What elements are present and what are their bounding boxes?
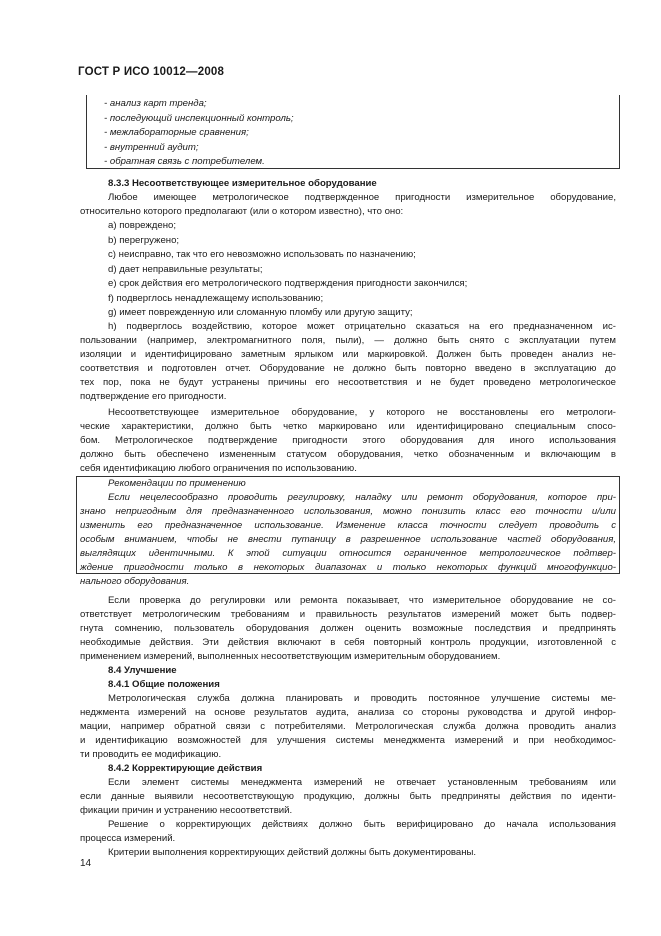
recommendation-line: изменить его предназначенное использование. Изменение класса точности следует проводить с — [80, 520, 616, 531]
paragraph-line: если данные выявили несоответствующую продукцию, должны быть предприняты действия по иденти- — [80, 791, 616, 802]
page-number: 14 — [80, 858, 92, 869]
paragraph-line: соответствия и подготовлен отчет. Оборудование не должно быть повторно введено в эксплуатацию до — [80, 363, 616, 374]
paragraph-line: изоляции и идентифицировано заметным ярлыком или маркировкой. Должен быть проведен анализ не- — [80, 349, 616, 360]
enum-item: c) неисправно, так что его невозможно использовать по назначению; — [108, 249, 416, 260]
paragraph-line: относительно которого предполагают (или о котором известно), что оно: — [80, 206, 404, 217]
enum-item: g) имеет поврежденную или сломанную пломбу или другую защиту; — [108, 307, 413, 318]
recommendation-line: выглядящих идентичными. К этой ситуации относится ограниченное метрологическое подтвер- — [80, 548, 616, 559]
paragraph-line: процесса измерений. — [80, 833, 176, 844]
section-heading-8-4-2: 8.4.2 Корректирующие действия — [108, 763, 263, 774]
paragraph-line: ответствует метрологическим требованиям и правильность результатов измерений может быть подвер- — [80, 609, 616, 620]
document-header: ГОСТ Р ИСО 10012—2008 — [78, 66, 225, 78]
paragraph-line: и идентификацию возможностей для улучшения системы менеджмента измерений и при необходимос- — [80, 735, 616, 746]
paragraph-line: Если элемент системы менеджмента измерений не отвечает установленным требованиям или — [108, 777, 616, 788]
recommendation-line: нального оборудования. — [80, 576, 190, 587]
section-heading-8-4: 8.4 Улучшение — [108, 665, 177, 676]
enum-item: d) дает неправильные результаты; — [108, 263, 263, 275]
paragraph-line: ти проводить ее модификацию. — [80, 749, 222, 760]
paragraph-line: необходимые действия. Эти действия включают в себя повторный контроль продукции, изготовленной с — [80, 637, 616, 648]
list-item: - внутренний аудит; — [104, 141, 199, 153]
paragraph-line: Метрологическая служба должна планировать и проводить постоянное улучшение системы ме- — [108, 693, 616, 704]
paragraph-line: ческие характеристики, должно быть четко маркировано или идентифицировано специальным спосо- — [80, 421, 616, 432]
paragraph-line: Несоответствующее измерительное оборудование, у которого не восстановлены его метрологи- — [108, 407, 616, 418]
paragraph-line: себя идентификацию любого ограничения по использованию. — [80, 463, 357, 474]
paragraph-line: подтверждение его пригодности. — [80, 391, 227, 402]
list-item: - анализ карт тренда; — [104, 98, 207, 109]
paragraph-line: мации, например обратной связи с потребителями. Метрологическая служба должна проводить анализ — [80, 721, 616, 732]
recommendation-line: ждение пригодности только в некоторых диапазонах и только некоторых функций многофункцио- — [80, 562, 616, 573]
recommendation-line: Если нецелесообразно проводить регулировку, наладку или ремонт оборудования, которое при- — [108, 492, 616, 503]
paragraph-line: должно быть обеспечено измененным статусом оборудования, четко обозначенным и включающим в — [80, 449, 616, 460]
enum-item: a) повреждено; — [108, 220, 177, 231]
paragraph-line: h) подверглось воздействию, которое может отрицательно сказаться на его предназначенном ис- — [108, 321, 616, 332]
paragraph-line: фикации причин и устранению несоответствий. — [80, 805, 293, 816]
paragraph-line: гнута сомнению, пользователь оборудования должен оценить возможные последствия и предпринять — [80, 623, 616, 634]
recommendation-line: знано непригодным для предназначенного использования, можно понизить класс его точности и/или — [80, 506, 616, 517]
paragraph-line: Любое имеющее метрологическое подтвержденное пригодности измерительное оборудование, — [108, 192, 616, 203]
paragraph-line: бом. Метрологическое подтверждение пригодности этого оборудования для иного использования — [80, 435, 616, 446]
enum-item: e) срок действия его метрологического подтверждения пригодности закончился; — [108, 278, 468, 289]
recommendation-title: Рекомендации по применению — [108, 478, 246, 489]
paragraph-line: Критерии выполнения корректирующих действий должны быть документированы. — [108, 847, 477, 858]
paragraph-line: тех пор, пока не будут устранены причины его несоответствия и не будет проведено метрологическое — [80, 377, 616, 388]
section-heading-8-3-3: 8.3.3 Несоответствующее измерительное оборудование — [108, 178, 377, 189]
paragraph-line: пользовании (например, электромагнитного поля, пыли), — должно быть снято с эксплуатации путем — [80, 335, 616, 346]
enum-item: f) подверглось ненадлежащему использованию; — [108, 292, 324, 304]
paragraph-line: Решение о корректирующих действиях должно быть верифицировано до начала использования — [108, 819, 616, 830]
recommendation-line: особым вниманием, чтобы не внести путаницу в разрешенное использование частей оборудования, — [80, 534, 616, 545]
list-item: - последующий инспекционный контроль; — [104, 112, 294, 124]
paragraph-line: Если проверка до регулировки или ремонта показывает, что измерительное оборудование не со- — [108, 595, 616, 606]
list-item: - обратная связь с потребителем. — [104, 156, 265, 167]
list-item: - межлабораторные сравнения; — [104, 127, 249, 138]
enum-item: b) перегружено; — [108, 234, 180, 246]
section-heading-8-4-1: 8.4.1 Общие положения — [108, 679, 220, 690]
paragraph-line: неджмента измерений на основе результатов аудита, анализа со стороны руководства и другой инфор- — [80, 707, 616, 718]
paragraph-line: применением измерений, выполненных несоответствующим измерительным оборудованием. — [80, 651, 501, 662]
